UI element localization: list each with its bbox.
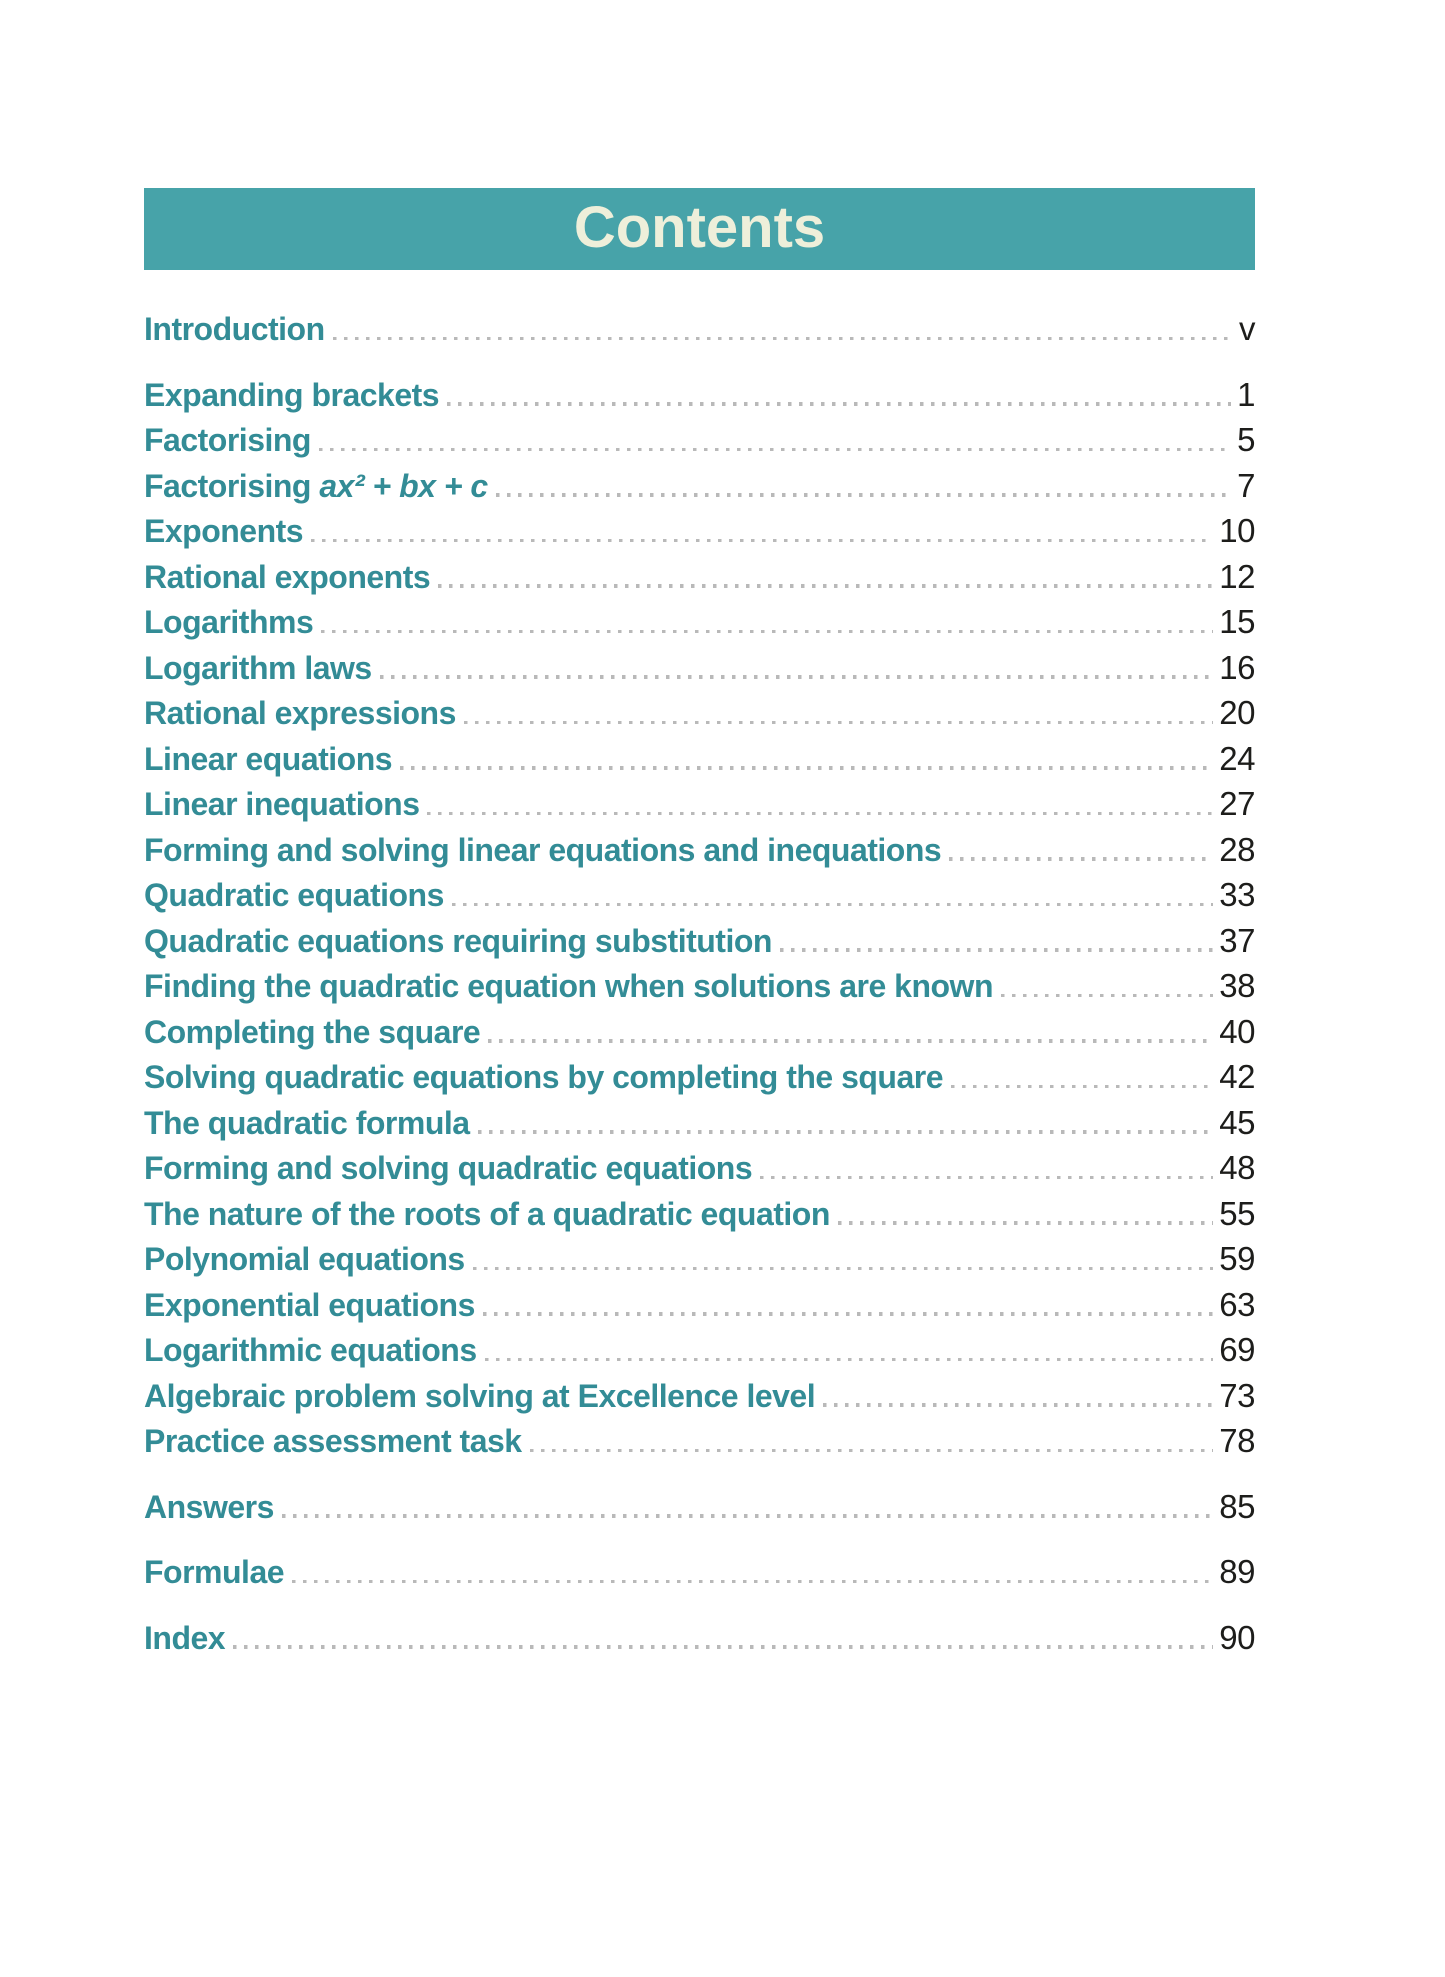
dotted-leader [464, 721, 1213, 725]
toc-entry-title: Finding the quadratic equation when solutions are known [144, 968, 993, 1004]
toc-entry [144, 1013, 1255, 1059]
dotted-leader [496, 493, 1231, 497]
toc-entry [144, 1619, 1255, 1665]
toc-entry-title: The quadratic formula [144, 1104, 470, 1141]
dotted-leader [333, 337, 1233, 341]
toc-entry-title: Factorising [144, 422, 311, 458]
dotted-leader [427, 812, 1213, 816]
toc-entry-title: Exponential equations [144, 1286, 475, 1323]
toc-entry [144, 512, 1255, 558]
toc-entry-page-number: 1 [1237, 375, 1255, 413]
toc-entry [144, 1331, 1255, 1377]
toc-entry-math-expression: ax² + bx + c [319, 467, 488, 504]
dotted-leader [485, 1358, 1214, 1362]
dotted-leader [233, 1645, 1213, 1649]
dotted-leader [447, 402, 1231, 406]
toc-entry-title: Completing the square [144, 1013, 481, 1050]
toc-entry [144, 421, 1255, 467]
toc-entry-page-number: 12 [1219, 557, 1255, 595]
toc-entry-title: Forming and solving linear equations and inequations [144, 831, 942, 868]
toc-entry [144, 1488, 1255, 1534]
toc-entry-page-number: 37 [1219, 921, 1255, 959]
toc-entry-title: Practice assessment task [144, 1423, 522, 1459]
toc-entry-page-number: 33 [1219, 876, 1255, 913]
dotted-leader [282, 1514, 1213, 1518]
toc-entry-title: Algebraic problem solving at Excellence level [144, 1377, 816, 1414]
toc-entry-page-number: 85 [1219, 1487, 1255, 1525]
toc-entry-page-number: v [1239, 310, 1255, 347]
toc-entry [144, 1149, 1255, 1195]
toc-entry-title: Formulae [144, 1554, 285, 1590]
toc-entry-page-number: 20 [1219, 694, 1255, 731]
toc-entry [144, 1104, 1255, 1150]
toc-entry-page-number: 7 [1237, 466, 1255, 504]
dotted-leader [838, 1221, 1213, 1225]
toc-entry-title: Expanding brackets [144, 376, 440, 413]
toc-entry [144, 1422, 1255, 1468]
toc-entry [144, 1553, 1255, 1599]
dotted-leader [530, 1449, 1214, 1453]
toc-entry-title: Logarithmic equations [144, 1332, 477, 1368]
toc-entry-page-number: 59 [1219, 1240, 1255, 1277]
dotted-leader [488, 1039, 1213, 1043]
toc-entry-title: Rational expressions [144, 695, 456, 731]
toc-entry [144, 967, 1255, 1013]
toc-entry [144, 603, 1255, 649]
dotted-leader [1001, 994, 1213, 998]
toc-entry-title: Linear inequations [144, 786, 420, 822]
toc-entry-title: Introduction [144, 311, 325, 347]
dotted-leader [319, 448, 1231, 452]
dotted-leader [380, 675, 1214, 679]
toc-entry-title: The nature of the roots of a quadratic equation [144, 1195, 830, 1232]
toc-entry [144, 876, 1255, 922]
toc-entry-page-number: 10 [1219, 512, 1255, 549]
toc-entry-title: Rational exponents [144, 558, 431, 595]
toc-entry-page-number: 89 [1219, 1553, 1255, 1590]
toc-entry-page-number: 28 [1219, 830, 1255, 868]
toc-entry-page-number: 40 [1219, 1012, 1255, 1050]
page-title: Contents [573, 194, 826, 260]
toc-entry-title: Quadratic equations [144, 877, 444, 913]
toc-entry-page-number: 55 [1219, 1194, 1255, 1232]
dotted-leader [311, 539, 1213, 543]
toc-entry-title: Polynomial equations [144, 1241, 465, 1277]
toc-entry [144, 310, 1255, 356]
dotted-leader [473, 1267, 1214, 1271]
toc-entry [144, 558, 1255, 604]
toc-entry-page-number: 5 [1237, 421, 1255, 458]
dotted-leader [321, 630, 1213, 634]
toc-entry-title: Quadratic equations requiring substitution [144, 922, 772, 959]
toc-entry-title: Forming and solving quadratic equations [144, 1150, 753, 1186]
toc-entry-page-number: 48 [1219, 1149, 1255, 1186]
toc-entry-title: Logarithms [144, 604, 314, 640]
toc-entry [144, 1240, 1255, 1286]
toc-entry-title: Factorising ax² + bx + c [144, 467, 488, 504]
dotted-leader [400, 766, 1213, 770]
toc-entry [144, 1377, 1255, 1423]
toc-entry-page-number: 73 [1219, 1376, 1255, 1414]
dotted-leader [951, 1085, 1213, 1089]
dotted-leader [823, 1403, 1213, 1407]
toc-entry [144, 831, 1255, 877]
toc-entry-title: Linear equations [144, 740, 393, 777]
toc-entry-title: Answers [144, 1488, 274, 1525]
toc-entry-title: Index [144, 1619, 226, 1656]
dotted-leader [438, 584, 1213, 588]
toc-entry-page-number: 16 [1219, 648, 1255, 686]
toc-entry-page-number: 63 [1219, 1285, 1255, 1323]
contents-header-banner [144, 188, 1255, 270]
toc-entry-page-number: 38 [1219, 967, 1255, 1004]
dotted-leader [292, 1580, 1213, 1584]
toc-entry-page-number: 78 [1219, 1422, 1255, 1459]
dotted-leader [780, 948, 1213, 952]
toc-entry [144, 1286, 1255, 1332]
toc-entry-title: Exponents [144, 513, 304, 549]
dotted-leader [949, 857, 1213, 861]
toc-entry-page-number: 42 [1219, 1058, 1255, 1095]
toc-entry-title: Logarithm laws [144, 649, 372, 686]
toc-entry [144, 1058, 1255, 1104]
toc-list [144, 310, 1255, 1664]
dotted-leader [760, 1176, 1213, 1180]
toc-entry-page-number: 24 [1219, 739, 1255, 777]
dotted-leader [483, 1312, 1213, 1316]
toc-entry [144, 1195, 1255, 1241]
toc-entry-page-number: 90 [1219, 1618, 1255, 1656]
toc-entry [144, 694, 1255, 740]
toc-entry-title: Solving quadratic equations by completing the square [144, 1059, 944, 1095]
toc-entry [144, 376, 1255, 422]
toc-entry-page-number: 69 [1219, 1331, 1255, 1368]
toc-entry [144, 740, 1255, 786]
toc-entry-page-number: 45 [1219, 1103, 1255, 1141]
toc-entry [144, 785, 1255, 831]
dotted-leader [478, 1130, 1214, 1134]
toc-entry [144, 467, 1255, 513]
toc-entry-page-number: 15 [1219, 603, 1255, 640]
toc-entry [144, 922, 1255, 968]
dotted-leader [452, 903, 1213, 907]
toc-entry-page-number: 27 [1219, 785, 1255, 822]
toc-entry [144, 649, 1255, 695]
